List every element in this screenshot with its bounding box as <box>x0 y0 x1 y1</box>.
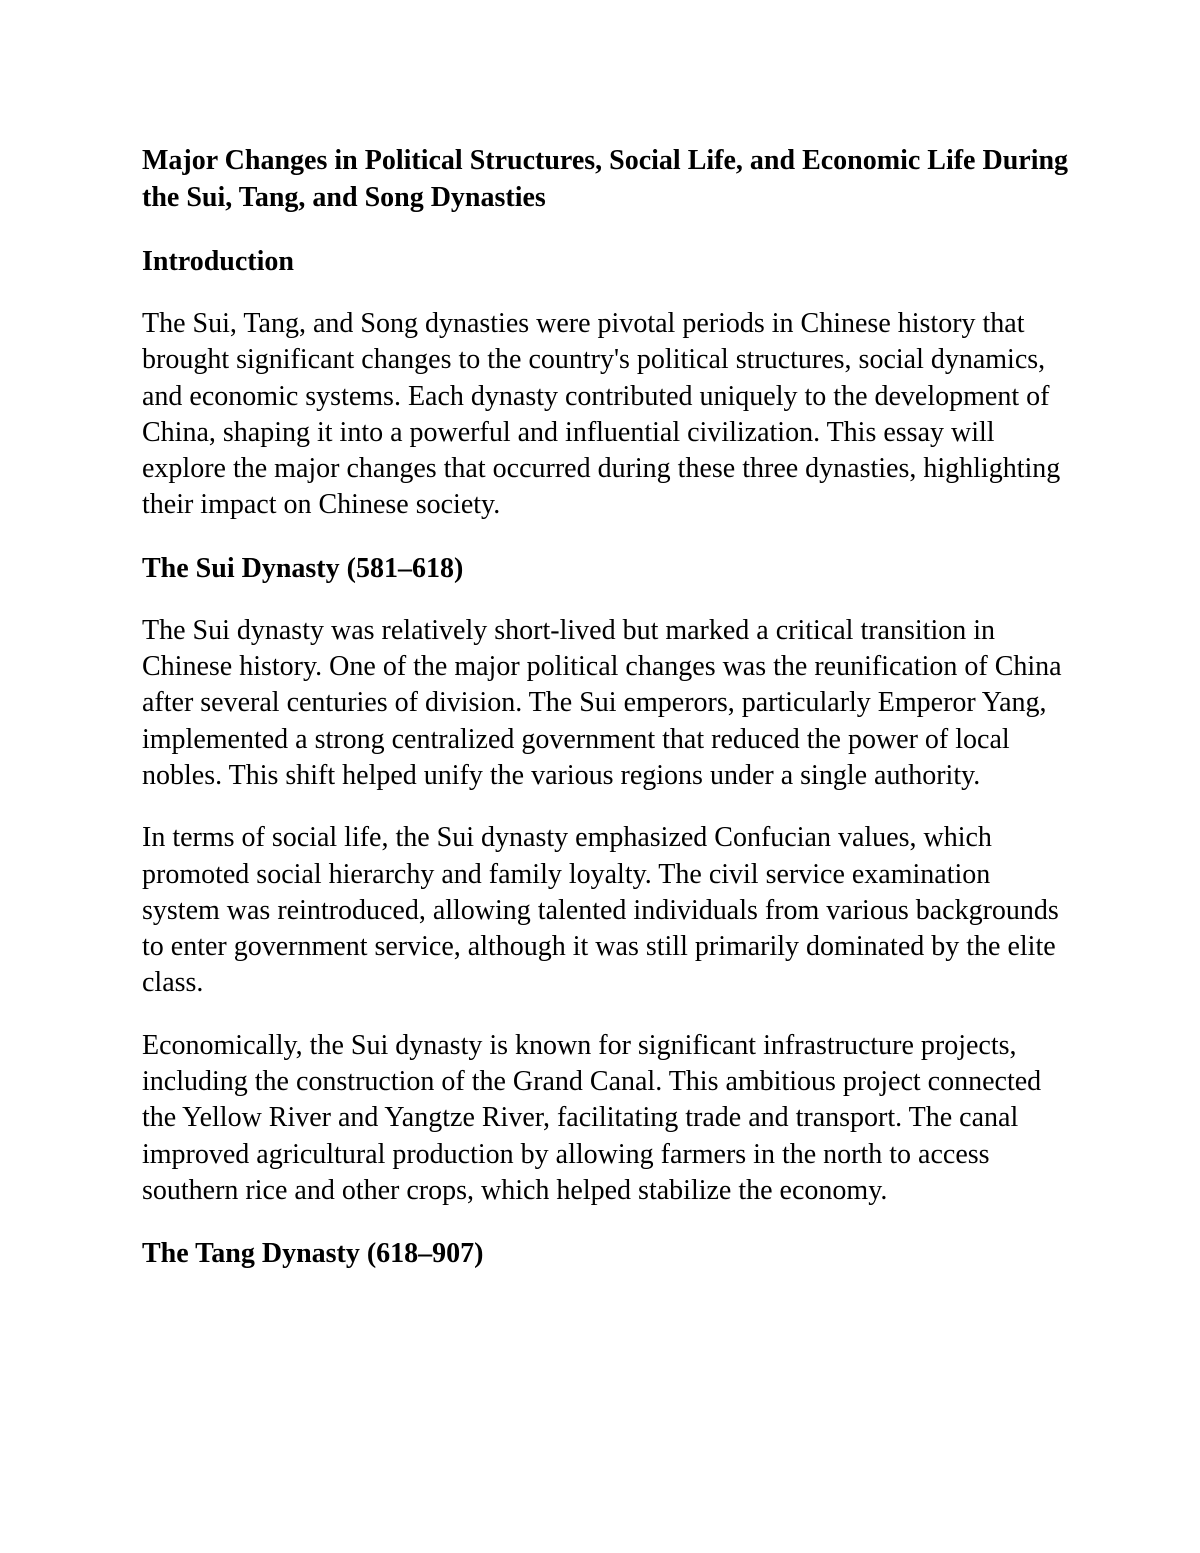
section-heading-tang-dynasty: The Tang Dynasty (618–907) <box>142 1238 484 1270</box>
document-body <box>142 142 1072 1298</box>
section-heading-sui-dynasty: The Sui Dynasty (581–618) <box>142 552 464 584</box>
paragraph-introduction: The Sui, Tang, and Song dynasties were pivotal periods in Chinese history that brought significant changes to the country's political structures, social dynamics, and economic systems. Each dynasty contributed uniquely to the development of China, shaping it into a powerful and influential civilization. This essay will explore the major changes that occurred during these three dynasties, highlighting their impact on Chinese society. <box>142 308 1061 521</box>
paragraph-sui-economic: Economically, the Sui dynasty is known for significant infrastructure projects, including the construction of the Grand Canal. This ambitious project connected the Yellow River and Yangtze River, facilitating trade and transport. The canal improved agricultural production by allowing farmers in the north to access southern rice and other crops, which helped stabilize the economy. <box>142 1029 1042 1206</box>
section-heading-introduction: Introduction <box>142 246 294 277</box>
document-title: Major Changes in Political Structures, Social Life, and Economic Life During the Sui, Tang, and Song Dynasties <box>142 145 1069 213</box>
paragraph-sui-political: The Sui dynasty was relatively short-lived but marked a critical transition in Chinese history. One of the major political changes was the reunification of China after several centuries of division. The Sui emperors, particularly Emperor Yang, implemented a strong centralized government that reduced the power of local nobles. This shift helped unify the various regions under a single authority. <box>142 614 1062 791</box>
paragraph-sui-social: In terms of social life, the Sui dynasty emphasized Confucian values, which promoted social hierarchy and family loyalty. The civil service examination system was reintroduced, allowing talented individuals from various backgrounds to enter government service, although it was still primarily dominated by the elite class. <box>142 822 1059 999</box>
